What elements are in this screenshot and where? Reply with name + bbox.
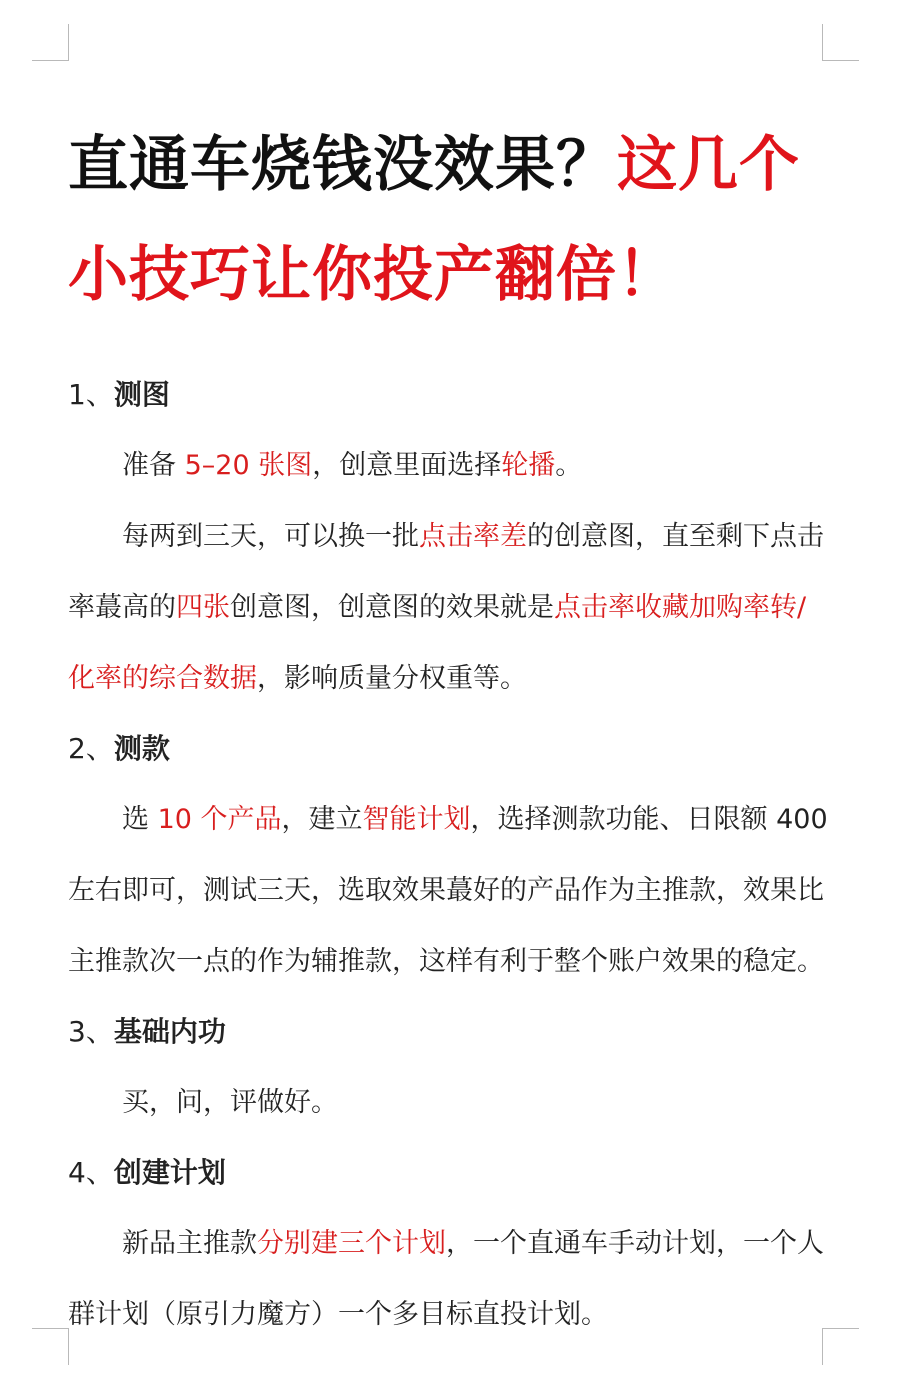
highlight-text: 分别建三个计划	[257, 1228, 446, 1259]
section-number: 1、	[68, 378, 114, 411]
highlight-text: 智能计划	[362, 804, 471, 835]
document-body	[68, 110, 828, 1350]
section-2-paragraph-1	[68, 784, 828, 997]
text: 新品主推款	[122, 1228, 257, 1259]
section-4-paragraph-1	[68, 1208, 828, 1350]
text: ，建立	[281, 804, 363, 835]
text: ，一个直通车手动计划，一个人群计划（原引力魔方）一个多目标直投计划。	[68, 1228, 824, 1330]
highlight-text: 点击率差	[419, 521, 527, 552]
highlight-text: 5–20 张图	[184, 450, 313, 481]
text: 创意图，创意图的效果就是	[230, 592, 554, 623]
text: ，选择测款功能、日限额 400 左右即可，测试三天，选取效果蕞好的产品作为主推款，效果比主推款次一点的作为辅推款，这样有利于整个账户效果的稳定。	[68, 804, 828, 977]
section-heading-3	[68, 997, 828, 1067]
section-heading-1	[68, 360, 828, 430]
section-heading-2	[68, 714, 828, 784]
section-title: 测图	[113, 378, 170, 411]
text: 。	[555, 450, 583, 481]
section-title: 创建计划	[113, 1156, 226, 1189]
highlight-text: 点击率收藏加购率转/化率的综合数据	[68, 592, 807, 694]
text: 的创意图，直至剩下点击率蕞高的	[68, 521, 824, 623]
text: 选	[122, 804, 158, 835]
text: 买，问，评做好。	[122, 1087, 338, 1118]
text: ，创意里面选择	[312, 450, 502, 481]
section-heading-4	[68, 1138, 828, 1208]
title-red-part: 这几个小技巧让你投产翻倍！	[68, 130, 800, 310]
text: 每两到三天，可以换一批	[122, 521, 419, 552]
highlight-text: 10 个产品	[157, 804, 282, 835]
highlight-text: 四张	[176, 592, 230, 623]
page-corner-mark-top-right	[822, 24, 859, 61]
section-number: 4、	[68, 1156, 114, 1189]
page-title	[68, 110, 828, 330]
section-1-paragraph-2	[68, 501, 828, 714]
text: ，影响质量分权重等。	[257, 663, 527, 694]
page-corner-mark-top-left	[32, 24, 69, 61]
page-corner-mark-bottom-left	[32, 1328, 69, 1365]
section-1-paragraph-1	[68, 430, 828, 501]
section-number: 2、	[68, 732, 114, 765]
section-3-paragraph-1	[68, 1067, 828, 1138]
section-number: 3、	[68, 1015, 114, 1048]
title-black-part: 直通车烧钱没效果？	[68, 130, 617, 200]
section-title: 基础内功	[113, 1015, 226, 1048]
section-title: 测款	[113, 732, 170, 765]
highlight-text: 轮播	[501, 450, 556, 481]
text: 准备	[122, 450, 185, 481]
